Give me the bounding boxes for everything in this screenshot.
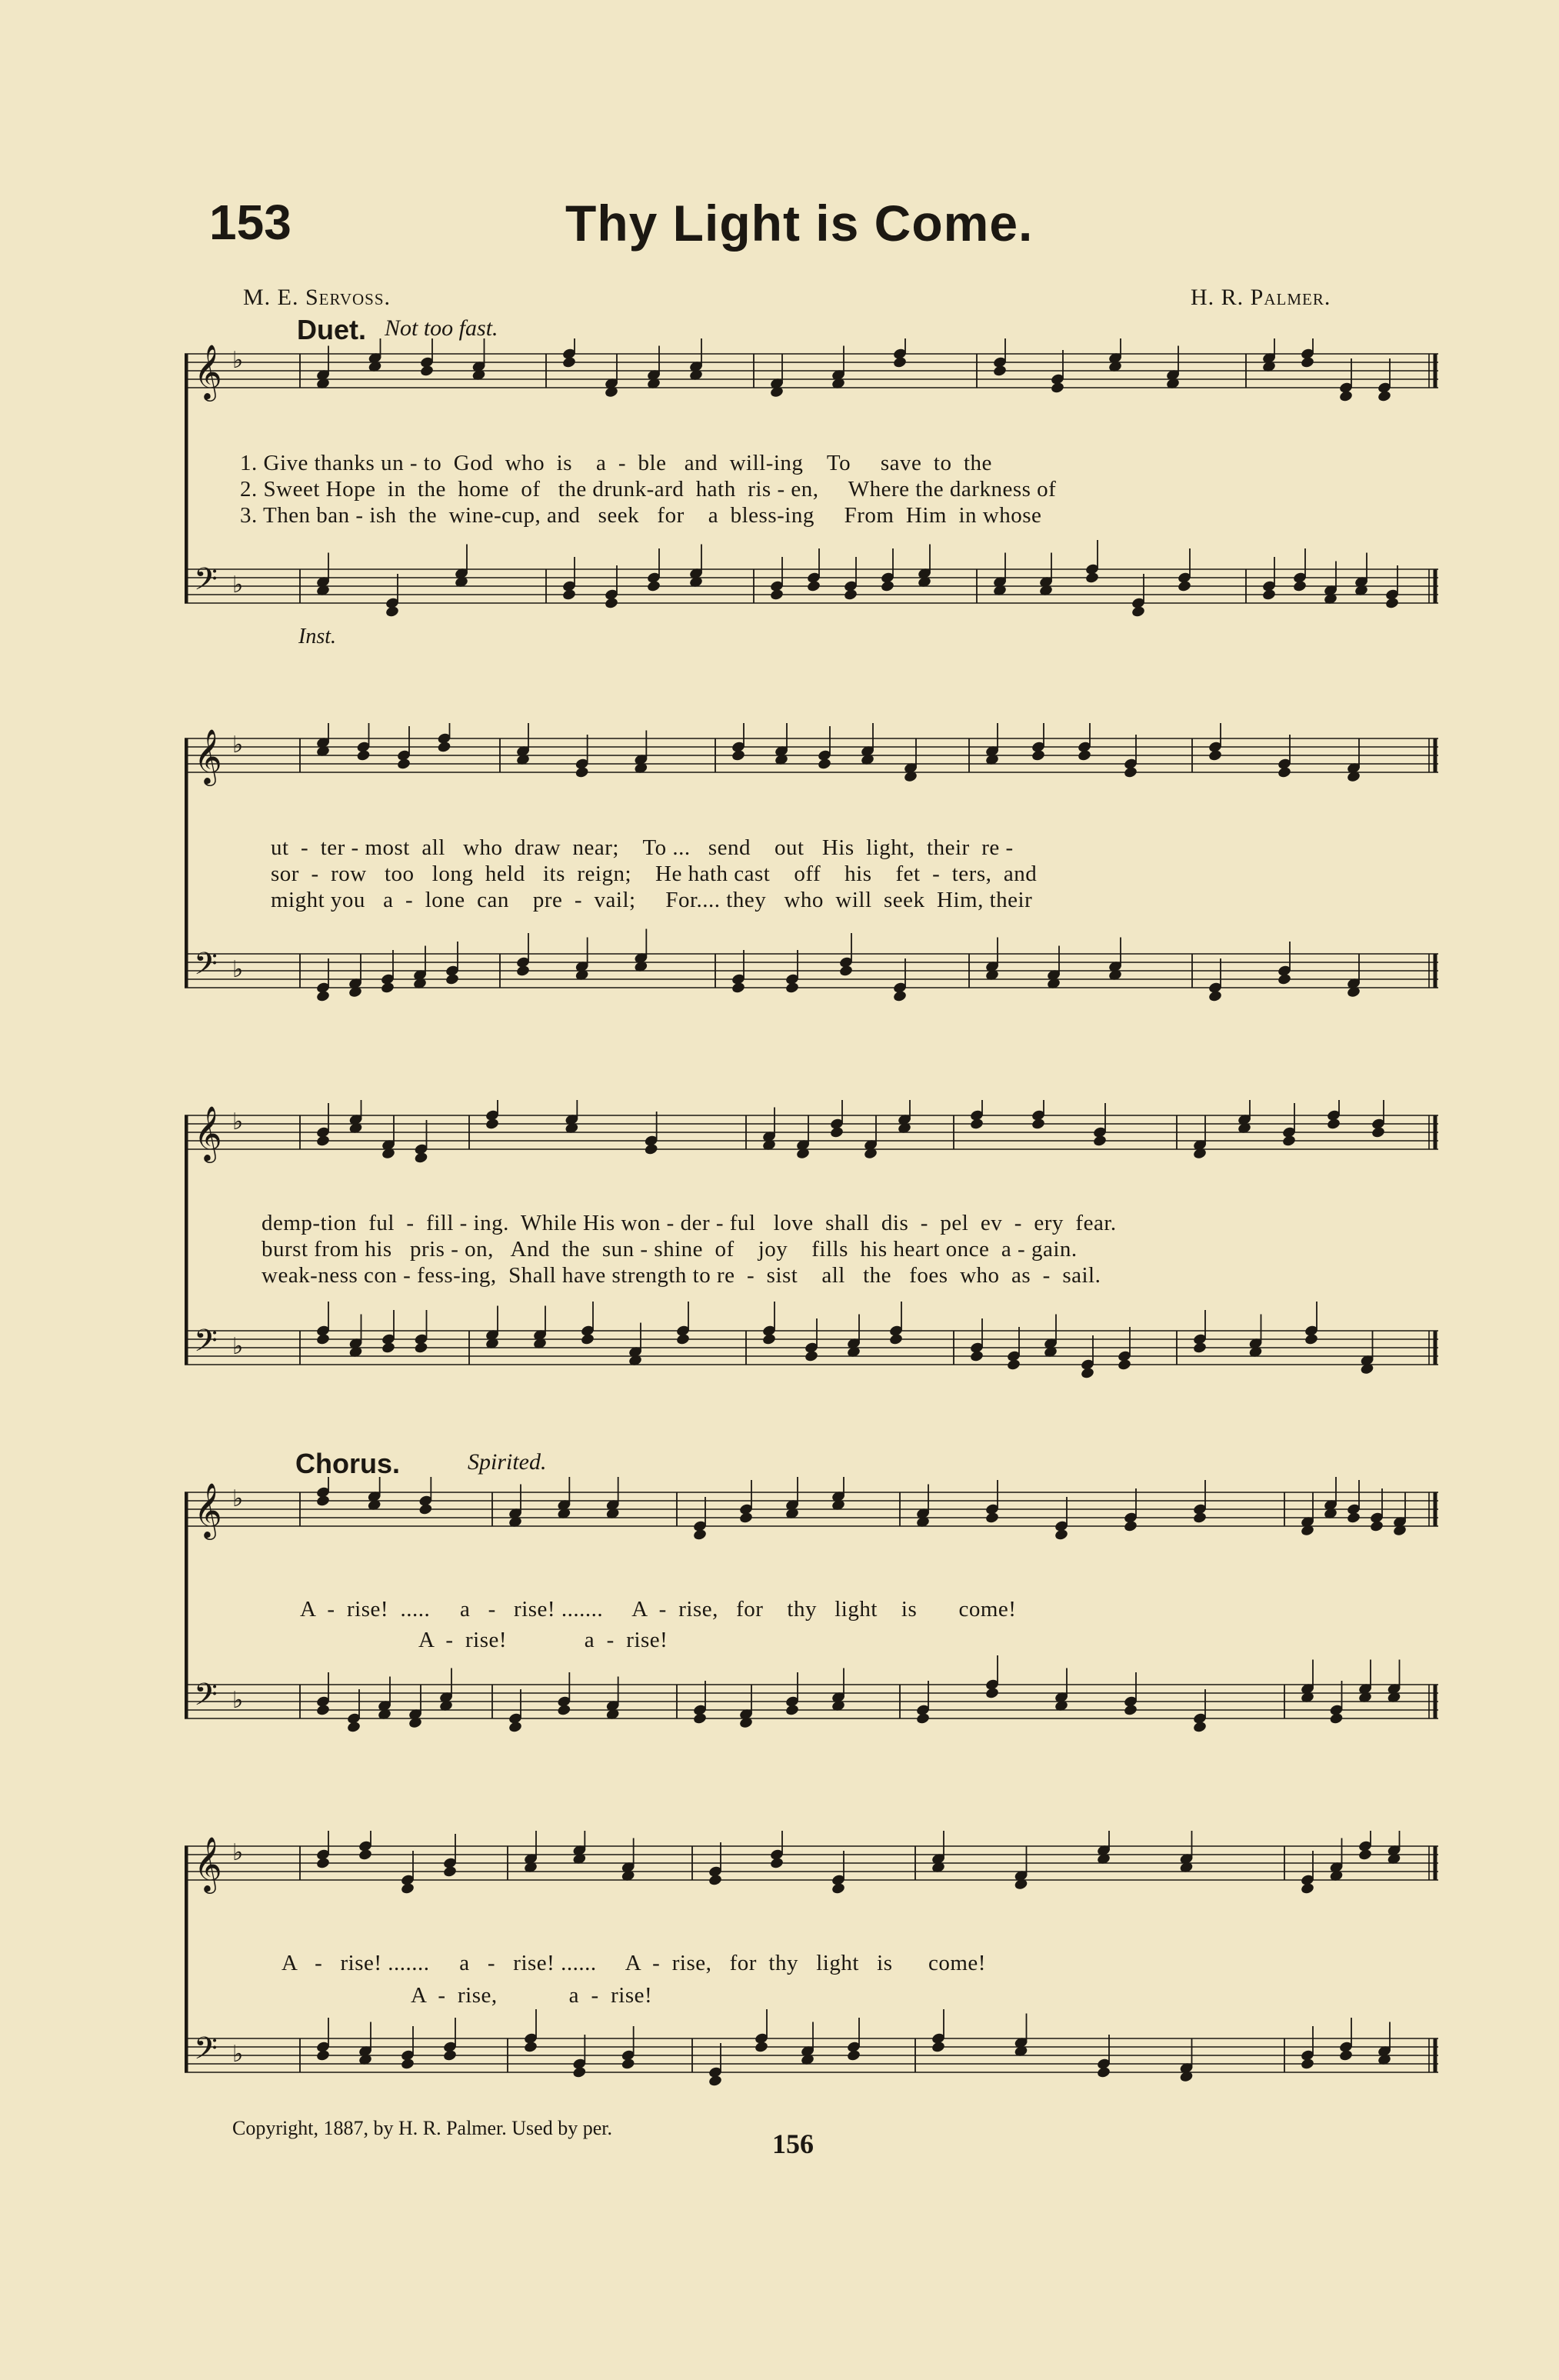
copyright-notice: Copyright, 1887, by H. R. Palmer. Used by per. [232, 2117, 612, 2139]
bass-clef-icon: 𝄢 [194, 2031, 218, 2074]
flat-icon: ♭ [232, 1334, 244, 1359]
chorus-tempo: Spirited. [468, 1449, 547, 1475]
bass-clef-icon: 𝄢 [194, 1323, 218, 1366]
treble-clef-icon: 𝄞 [194, 1482, 222, 1538]
treble-staff [185, 1100, 1438, 1164]
treble-clef-icon: 𝄞 [194, 343, 222, 399]
chorus-line-2: A - rise! ....... a - rise! ...... A - rise, for thy light is come! [281, 1951, 986, 1975]
flat-icon: ♭ [232, 348, 244, 373]
flat-icon: ♭ [232, 1688, 244, 1713]
treble-staff [185, 1477, 1438, 1541]
flat-icon: ♭ [232, 732, 244, 758]
lyricist-credit: M. E. Servoss. [243, 285, 391, 310]
music-system-4 [185, 1477, 1438, 1785]
bass-staff [185, 1655, 1438, 1733]
treble-clef-icon: 𝄞 [194, 1105, 222, 1161]
treble-staff [185, 1831, 1438, 1895]
chorus-line-1: A - rise! ..... a - rise! ....... A - rise, for thy light is come! [300, 1597, 1017, 1622]
verse-2-line-3: burst from his pris - on, And the sun - shine of joy fills his heart once a - gain. [261, 1237, 1078, 1262]
treble-clef-icon: 𝄞 [194, 1835, 222, 1892]
duet-tempo: Not too fast. [385, 315, 498, 341]
bass-staff [185, 2009, 1438, 2087]
music-system-5 [185, 1831, 1438, 2138]
inst-label: Inst. [298, 625, 336, 648]
staff-svg-5 [185, 1831, 1438, 2138]
verse-3-line-2: might you a - lone can pre - vail; For.... they who will seek Him, their [271, 888, 1033, 912]
bass-staff [185, 1302, 1438, 1379]
flat-icon: ♭ [232, 1109, 244, 1135]
chorus-label: Chorus. [295, 1448, 401, 1479]
bass-clef-icon: 𝄢 [194, 946, 218, 989]
page-number: 156 [772, 2128, 814, 2159]
bass-staff [185, 929, 1438, 1003]
verse-3-line-1: 3. Then ban - ish the wine-cup, and seek for a bless-ing From Him in whose [240, 503, 1042, 528]
verse-1-line-2: ut - ter - most all who draw near; To ... send out His light, their re - [271, 835, 1014, 860]
chorus-line-2-sub: A - rise, a - rise! [411, 1983, 653, 2008]
duet-label: Duet. [297, 314, 366, 345]
bass-clef-icon: 𝄢 [194, 562, 218, 605]
bass-staff [185, 540, 1438, 618]
staff-svg-4 [185, 1477, 1438, 1785]
verse-1-line-1: 1. Give thanks un - to God who is a - ble and will-ing To save to the [240, 451, 992, 475]
verse-2-line-1: 2. Sweet Hope in the home of the drunk-ard hath ris - en, Where the darkness of [240, 477, 1057, 502]
treble-staff [185, 723, 1438, 783]
chorus-line-1-sub: A - rise! a - rise! [418, 1628, 668, 1652]
verse-1-line-3: demp-tion ful - fill - ing. While His won - der - ful love shall dis - pel ev - ery fear. [261, 1211, 1117, 1235]
treble-staff [185, 338, 1438, 402]
hymn-title: Thy Light is Come. [565, 195, 1034, 252]
flat-icon: ♭ [232, 1840, 244, 1865]
hymn-number: 153 [209, 195, 291, 250]
flat-icon: ♭ [232, 957, 244, 982]
verse-2-line-2: sor - row too long held its reign; He hath cast off his fet - ters, and [271, 862, 1038, 886]
bass-clef-icon: 𝄢 [194, 1677, 218, 1720]
flat-icon: ♭ [232, 572, 244, 598]
flat-icon: ♭ [232, 2042, 244, 2067]
verse-3-line-3: weak-ness con - fess-ing, Shall have strength to re - sist all the foes who as - sail. [261, 1263, 1101, 1288]
flat-icon: ♭ [232, 1486, 244, 1512]
treble-clef-icon: 𝄞 [194, 728, 222, 784]
composer-credit: H. R. Palmer. [1191, 285, 1331, 310]
